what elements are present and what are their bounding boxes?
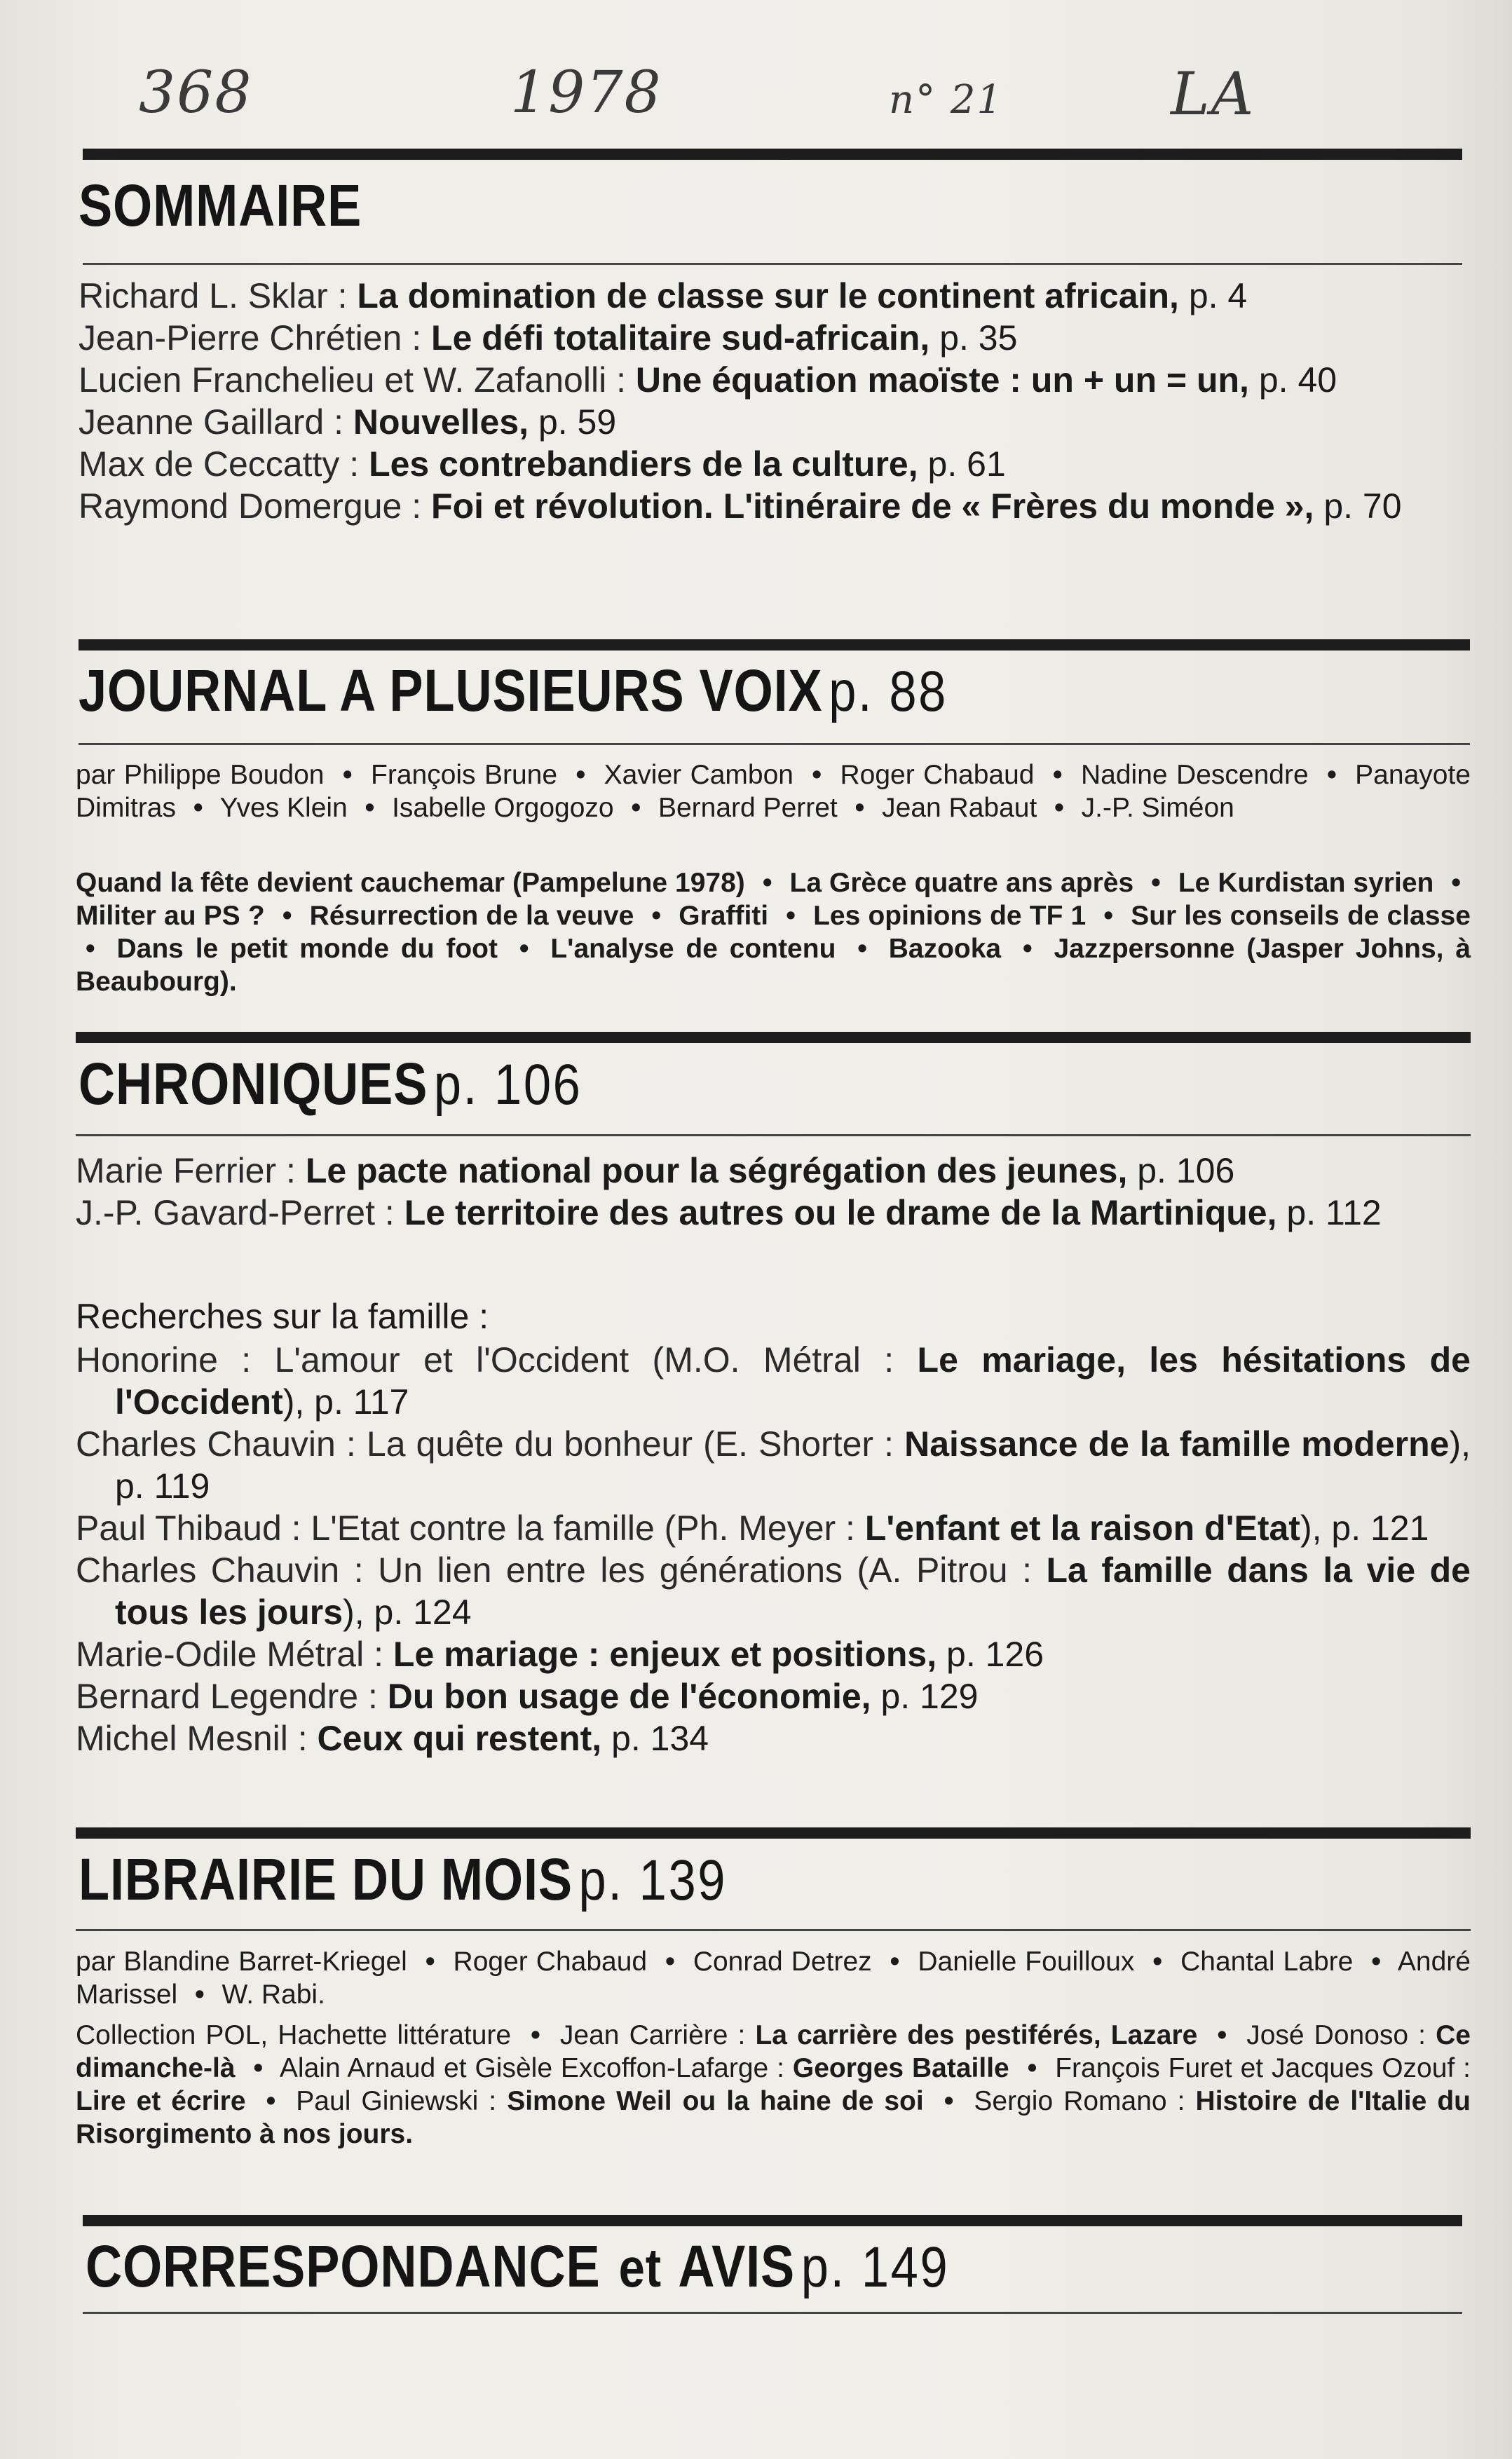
bullet-separator: • [631,793,641,823]
contributor-name: Chantal Labre [1180,1947,1354,1977]
bullet-separator: • [944,2086,954,2116]
book-title: Histoire de l'Italie du Risorgimento à nos jours. [76,2086,1471,2149]
chroniques-subheading: Recherches sur la famille : [76,1297,489,1336]
contributor-name: J.-P. Siméon [1081,793,1234,823]
bullet-separator: • [425,1947,435,1977]
toc-entry [79,275,1470,317]
bullet-separator: • [1052,760,1063,790]
bullet-separator: • [365,793,375,823]
toc-entry [76,1192,1471,1234]
entry-author: Paul Thibaud : L'Etat contre la famille (Ph. Meyer : [76,1508,855,1548]
chroniques-subheading-wrap [76,1288,1471,1342]
chroniques-title-text: CHRONIQUES [79,1051,428,1117]
bullet-separator: • [195,1980,205,2010]
topic-item: Les opinions de TF 1 [813,901,1087,931]
entry-page: p. 126 [946,1635,1044,1674]
contributor-name: Bernard Perret [658,793,838,823]
entry-title: Les contrebandiers de la culture, [369,444,918,484]
bullet-separator: • [86,934,95,964]
entry-author: Jean-Pierre Chrétien : [79,318,422,357]
bullet-separator: • [1217,2020,1227,2050]
correspondance-title-et: et [618,2237,662,2298]
bullet-separator: • [890,1947,900,1977]
topic-item: Bazooka [888,934,1002,964]
section-title-librairie [79,1846,727,1914]
sommaire-title-text: SOMMAIRE [79,172,362,238]
entry-page: p. 129 [880,1677,979,1716]
toc-entry [79,485,1470,527]
book-author: Paul Giniewski : [296,2086,497,2116]
contributor-name: Nadine Descendre [1081,760,1309,790]
bullet-separator: • [651,901,662,931]
entry-title: Naissance de la famille moderne [904,1424,1450,1464]
bullet-separator: • [1151,868,1161,898]
bullet-separator: • [253,2053,264,2083]
journal-topics [76,866,1471,998]
rule-sommaire [83,263,1462,265]
topic-item: La Grèce quatre ans après [789,868,1134,898]
book-author: Sergio Romano : [974,2086,1185,2116]
contributor-name: Xavier Cambon [604,760,794,790]
toc-entry [76,1423,1471,1507]
rule-correspondance [83,2215,1462,2226]
entry-author: Lucien Franchelieu et W. Zafanolli : [79,360,626,400]
bullet-separator: • [665,1947,675,1977]
entry-title: Le défi totalitaire sud-africain, [431,318,930,357]
bullet-separator: • [857,934,867,964]
entry-page: ), p. 117 [282,1382,409,1422]
handwritten-year: 1978 [510,60,662,126]
entry-author: J.-P. Gavard-Perret : [76,1193,395,1232]
bullet-separator: • [1054,793,1064,823]
entry-page: p. 70 [1323,486,1402,526]
contributor-name: Blandine Barret-Kriegel [123,1947,407,1977]
librairie-page-ref: p. 139 [578,1848,728,1912]
bullet-separator: • [1327,760,1337,790]
rule-journal-under [79,743,1470,745]
entry-title: Ceux qui restent, [317,1719,602,1758]
rule-journal [79,639,1470,650]
handwritten-initials: LA [1171,60,1255,128]
contributor-name: W. Rabi. [222,1980,325,2010]
entry-author: Richard L. Sklar : [79,276,348,315]
contributor-name: Danielle Fouilloux [918,1947,1135,1977]
entry-title: Le mariage, les hésitations de l'Occident [115,1340,1471,1422]
journal-page-ref: p. 88 [829,660,948,723]
entry-title: Le mariage : enjeux et positions, [393,1635,937,1674]
entry-title: Du bon usage de l'économie, [387,1677,871,1716]
topic-item: Dans le petit monde du foot [116,934,498,964]
bullet-separator: • [812,760,822,790]
correspondance-title-a: CORRESPONDANCE [86,2233,601,2299]
contributor-name: François Brune [371,760,558,790]
entry-author: Marie Ferrier : [76,1151,296,1190]
toc-entry [76,1339,1471,1423]
sommaire-list [79,275,1470,527]
entry-page: p. 59 [538,402,617,442]
toc-entry [79,443,1470,485]
bullet-separator: • [575,760,586,790]
bullet-separator: • [1451,868,1462,898]
toc-entry [76,1717,1471,1759]
toc-entry [79,359,1470,401]
contributor-name: Jean Rabaut [882,793,1037,823]
toc-entry [76,1633,1471,1675]
entry-author: Michel Mesnil : [76,1719,308,1758]
entry-title: Nouvelles, [353,402,529,442]
chroniques-list [76,1150,1471,1234]
entry-author: Bernard Legendre : [76,1677,378,1716]
correspondance-title-b: AVIS [678,2233,796,2299]
book-title: Georges Bataille [792,2053,1009,2083]
topic-item: Quand la fête devient cauchemar (Pampelune 1978) [76,868,745,898]
book-author: Alain Arnaud et Gisèle Excoffon-Lafarge : [279,2053,784,2083]
toc-entry [79,317,1470,359]
entry-page: p. 61 [927,444,1006,484]
toc-entry [76,1549,1471,1633]
toc-entry [79,401,1470,443]
handwritten-issue: n° 21 [889,77,1004,123]
contributor-name: Roger Chabaud [453,1947,648,1977]
entry-title: Le territoire des autres ou le drame de la Martinique, [404,1193,1277,1232]
book-title: Ce dimanche-là [76,2020,1471,2083]
contributor-name: André Marissel [76,1947,1471,2010]
contributor-name: Panayote Dimitras [76,760,1471,823]
section-title-journal [79,657,948,725]
book-author: Jean Carrière : [559,2020,746,2050]
bullet-separator: • [762,868,772,898]
entry-author: Marie-Odile Métral : [76,1635,383,1674]
topic-item: Le Kurdistan syrien [1178,868,1434,898]
toc-entry [76,1507,1471,1549]
entry-page: p. 112 [1286,1193,1382,1232]
entry-title: L'enfant et la raison d'Etat [864,1508,1300,1548]
bullet-separator: • [266,2086,276,2116]
book-title: Simone Weil ou la haine de soi [507,2086,924,2116]
contributors-prefix: par [76,760,116,790]
rule-librairie-under [76,1929,1471,1931]
section-title-sommaire [79,172,362,240]
bullet-separator: • [854,793,865,823]
entry-author: Jeanne Gaillard : [79,402,344,442]
bullet-separator: • [786,901,796,931]
librairie-contributors [76,1945,1471,2011]
book-author: François Furet et Jacques Ozouf : [1055,2053,1471,2083]
book-author: José Donoso : [1246,2020,1426,2050]
rule-chroniques [76,1032,1471,1043]
topic-item: Résurrection de la veuve [309,901,634,931]
entry-page: ), p. 119 [115,1424,1471,1506]
book-title: Lire et écrire [76,2086,246,2116]
bullet-separator: • [1371,1947,1381,1977]
bullet-separator: • [519,934,529,964]
entry-page: p. 4 [1188,276,1248,315]
bullet-separator: • [1152,1947,1163,1977]
handwritten-ref-number: 368 [139,60,253,126]
entry-title: La famille dans la vie de tous les jours [115,1551,1471,1632]
entry-title: Une équation maoïste : un + un = un, [635,360,1249,400]
entry-page: ), p. 121 [1300,1508,1429,1548]
famille-list [76,1339,1471,1759]
contributor-name: Isabelle Orgogozo [392,793,614,823]
entry-page: p. 134 [611,1719,709,1758]
journal-title-text: JOURNAL A PLUSIEURS VOIX [79,658,823,723]
contributor-name: Philippe Boudon [123,760,325,790]
correspondance-page-ref: p. 149 [801,2235,950,2299]
entry-title: Foi et révolution. L'itinéraire de « Frères du monde », [431,486,1314,526]
bullet-separator: • [1027,2053,1037,2083]
rule-chroniques-under [76,1134,1471,1136]
book-author: Collection POL, Hachette littérature [76,2020,512,2050]
topic-item: Graffiti [679,901,769,931]
topic-item: Sur les conseils de classe [1131,901,1471,931]
entry-title: Le pacte national pour la ségrégation des jeunes, [305,1151,1128,1190]
entry-page: ), p. 124 [343,1593,472,1632]
chroniques-page-ref: p. 106 [433,1053,583,1117]
book-title: La carrière des pestiférés, Lazare [755,2020,1198,2050]
entry-author: Charles Chauvin : Un lien entre les générations (A. Pitrou : [76,1551,1032,1590]
rule-top [83,149,1462,160]
journal-contributors [76,758,1471,824]
bullet-separator: • [342,760,353,790]
contributors-prefix: par [76,1947,116,1977]
entry-author: Charles Chauvin : La quête du bonheur (E. Shorter : [76,1424,894,1464]
contributor-name: Conrad Detrez [693,1947,872,1977]
rule-bottom [83,2312,1462,2314]
librairie-books [76,2019,1471,2151]
bullet-separator: • [1022,934,1033,964]
section-title-chroniques [79,1050,582,1118]
librairie-title-text: LIBRAIRIE DU MOIS [79,1846,573,1912]
entry-title: La domination de classe sur le continent africain, [357,276,1179,315]
toc-entry [76,1150,1471,1192]
topic-item: Jazzpersonne (Jasper Johns, à Beaubourg). [76,934,1471,997]
topic-item: L'analyse de contenu [550,934,836,964]
entry-page: p. 35 [939,318,1018,357]
bullet-separator: • [193,793,203,823]
contributor-name: Roger Chabaud [840,760,1035,790]
entry-author: Raymond Domergue : [79,486,422,526]
entry-page: p. 40 [1258,360,1337,400]
entry-author: Max de Ceccatty : [79,444,360,484]
section-title-correspondance [86,2233,949,2301]
entry-page: p. 106 [1137,1151,1235,1190]
rule-librairie [76,1827,1471,1839]
topic-item: Militer au PS ? [76,901,265,931]
contributor-name: Yves Klein [219,793,348,823]
entry-author: Honorine : L'amour et l'Occident (M.O. Métral : [76,1340,894,1380]
bullet-separator: • [531,2020,540,2050]
bullet-separator: • [282,901,292,931]
bullet-separator: • [1103,901,1114,931]
toc-entry [76,1675,1471,1717]
